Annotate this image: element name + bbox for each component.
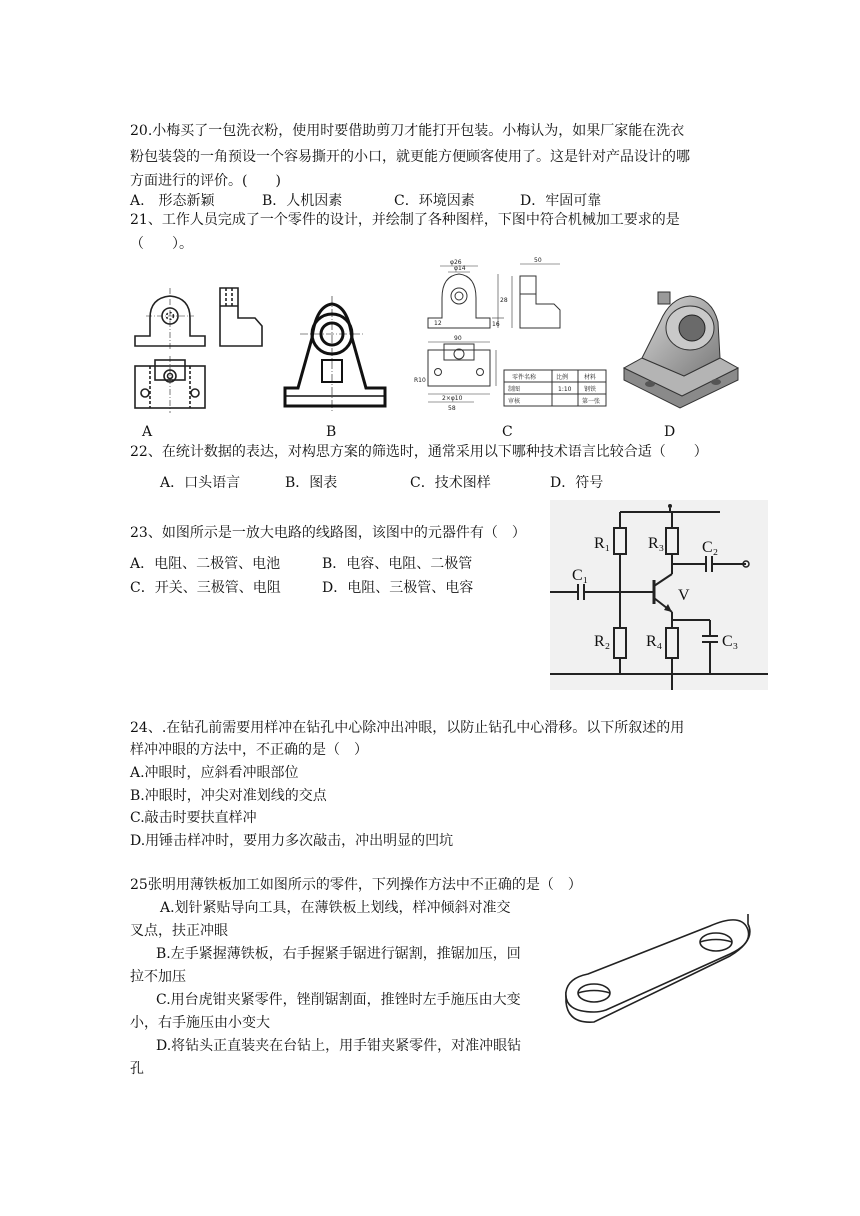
title-drawn: 制图 <box>508 386 521 393</box>
q23-option-c: C．开关、三极管、电阻 <box>130 580 281 596</box>
q25-option-d-line2: 孔 <box>130 1061 144 1077</box>
q24-option-b: B.冲眼时，冲尖对准划线的交点 <box>130 788 327 804</box>
title-scale-value: 1:10 <box>558 386 572 393</box>
q24-option-a: A.冲眼时，应斜看冲眼部位 <box>130 765 299 781</box>
figure-q25-iron-plate <box>560 918 760 1038</box>
figure-b-front-view <box>280 296 390 411</box>
q23-line1: 23、如图所示是一放大电路的线路图，该图中的元器件有（ ） <box>130 525 526 541</box>
q23-option-a: A．电阻、二极管、电池 <box>130 556 281 572</box>
dim-28: 28 <box>500 297 508 304</box>
title-material-value: 钢铁 <box>584 386 597 393</box>
q25-option-b-line2: 拉不加压 <box>130 969 186 985</box>
q23-option-b: B．电容、电阻、二极管 <box>322 556 473 572</box>
figure-label-b: B <box>326 424 337 440</box>
q25-option-b-line1: B.左手紧握薄铁板，右手握紧手锯进行锯割，推锯加压，回 <box>156 946 521 962</box>
q25-option-a-line2: 叉点，扶正冲眼 <box>130 923 228 939</box>
q24-line2: 样冲冲眼的方法中，不正确的是（ ） <box>130 742 368 758</box>
q25-line1: 25张明用薄铁板加工如图所示的零件，下列操作方法中不正确的是（ ） <box>130 877 582 893</box>
label-c3: C₃ <box>722 633 739 650</box>
q21-line2: （ ）。 <box>130 236 193 252</box>
dim-phi14: φ14 <box>454 265 466 272</box>
amplifier-circuit-diagram <box>550 500 768 690</box>
q22-option-b: B．图表 <box>285 475 338 491</box>
dim-12: 12 <box>434 320 442 327</box>
dim-50: 50 <box>534 257 542 264</box>
q21-line1: 21、工作人员完成了一个零件的设计，并绘制了各种图样，下图中符合机械加工要求的是 <box>130 212 680 228</box>
q23-option-d: D．电阻、三极管、电容 <box>322 580 474 596</box>
label-r4: R₄ <box>646 633 663 650</box>
title-sheet: 第一张 <box>582 398 601 405</box>
q20-option-c: C．环境因素 <box>394 193 475 209</box>
q25-option-a-line1: A.划针紧贴导向工具，在薄铁板上划线，样冲倾斜对准交 <box>160 900 511 916</box>
q25-option-c-line2: 小，右手施压由小变大 <box>130 1015 270 1031</box>
q20-line3: 方面进行的评价。( ) <box>130 173 281 189</box>
title-material: 材料 <box>584 374 597 381</box>
title-scale: 比例 <box>556 374 569 381</box>
dim-r10: R10 <box>414 377 426 384</box>
q24-line1: 24、.在钻孔前需要用样冲在钻孔中心除冲出冲眼，以防止钻孔中心滑移。以下所叙述的用 <box>130 720 685 736</box>
q25-option-c-line1: C.用台虎钳夹紧零件，锉削锯割面，推锉时左手施压由大变 <box>156 992 521 1008</box>
q22-line1: 22、在统计数据的表达，对构思方案的筛选时，通常采用以下哪种技术语言比较合适（ ） <box>130 444 708 460</box>
label-r2: R₂ <box>594 633 611 650</box>
label-r1: R₁ <box>594 535 611 552</box>
q24-option-c: C.敲击时要扶直样冲 <box>130 810 257 826</box>
q20-option-d: D．牢固可靠 <box>520 193 602 209</box>
q20-option-a: A. 形态新颖 <box>130 193 215 209</box>
title-checked: 审核 <box>508 398 521 405</box>
q20-option-b: B．人机因素 <box>262 193 343 209</box>
dim-phi26: φ26 <box>450 259 462 266</box>
q20-line1: 20.小梅买了一包洗衣粉，使用时要借助剪刀才能打开包装。小梅认为，如果厂家能在洗衣 <box>130 123 685 139</box>
dim-58: 58 <box>448 405 456 412</box>
label-v: V <box>678 587 690 604</box>
q22-option-a: A．口头语言 <box>160 475 241 491</box>
label-c1: C₁ <box>572 567 589 584</box>
figure-label-d: D <box>664 424 676 440</box>
figure-d-3d-part <box>620 288 742 414</box>
q25-option-d-line1: D.将钻头正直装夹在台钻上，用手钳夹紧零件，对准冲眼钻 <box>156 1038 522 1054</box>
label-c2: C₂ <box>702 539 719 556</box>
q22-option-c: C．技术图样 <box>410 475 491 491</box>
label-r3: R₃ <box>648 535 665 552</box>
dim-2x-phi10: 2×φ10 <box>442 395 463 402</box>
title-part-name: 零件名称 <box>512 374 537 381</box>
q20-line2: 粉包装袋的一角预设一个容易撕开的小口，就更能方便顾客使用了。这是针对产品设计的哪 <box>130 149 690 165</box>
figure-c-dimensioned-drawing <box>412 258 612 412</box>
dim-16: 16 <box>492 321 500 328</box>
figure-label-c: C <box>502 424 513 440</box>
dim-90: 90 <box>454 335 462 342</box>
q24-option-d: D.用锤击样冲时，要用力多次敲击，冲出明显的凹坑 <box>130 833 454 849</box>
figure-label-a: A <box>142 424 153 440</box>
q22-option-d: D．符号 <box>550 475 604 491</box>
figure-a-three-views <box>130 278 275 418</box>
